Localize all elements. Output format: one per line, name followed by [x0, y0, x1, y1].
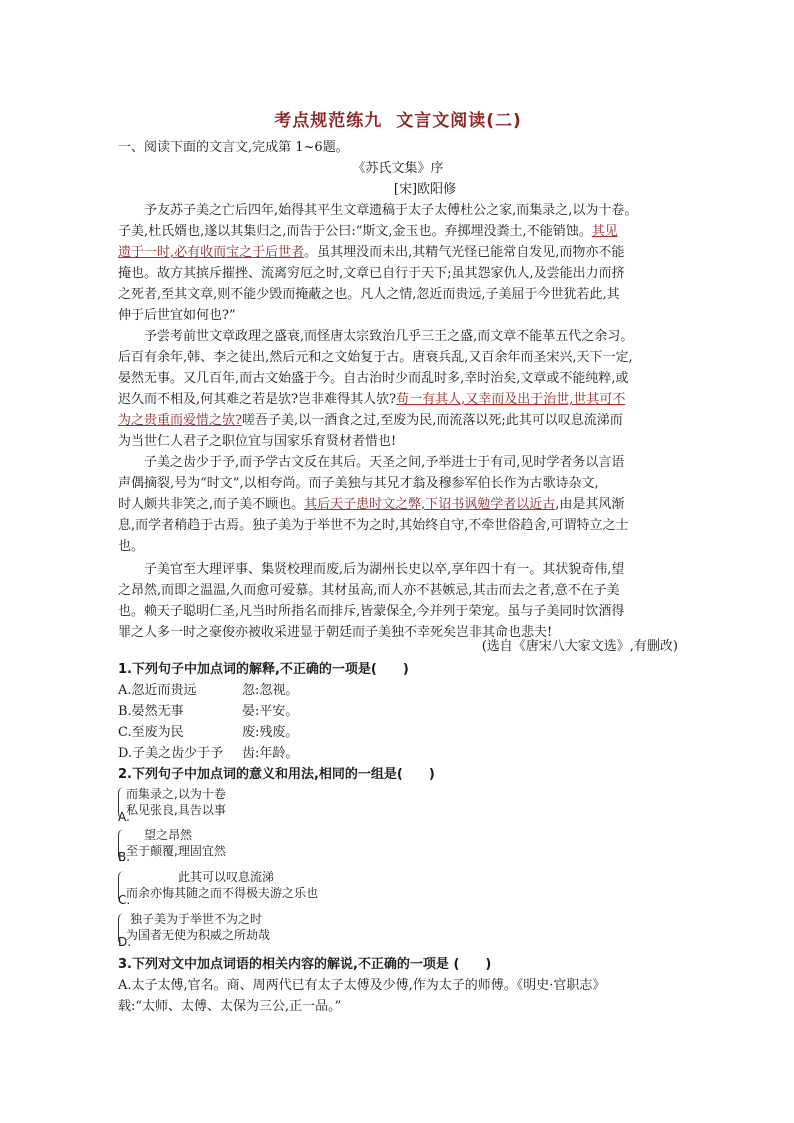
q1-option-a: [118, 681, 298, 701]
q3-stem-text: 3.下列对文中加点词语的相关内容的解说,不正确的一项是 ( ): [118, 957, 492, 972]
page-title: [118, 106, 678, 131]
p3-line-2: 声偶摘裂,号为“时文”,以相夸尚。而子美独与其兄才翁及穆参军伯长作为古歌诗杂文,: [118, 476, 599, 491]
p1-underline: 遗于一时,必有收而宝之于后世者: [118, 245, 305, 260]
q3-stem: [118, 955, 678, 975]
p1-line-3: [118, 243, 678, 263]
q2-b-line-1: 望之昂然: [144, 828, 193, 842]
work-title: 《苏氏文集》序: [352, 161, 444, 176]
p2-line-3: 晏然无事。又几百年,而古文始盛于今。自古治时少而乱时多,幸时治矣,文章或不能纯粹,或: [118, 371, 629, 386]
q2-a-line-1: 而集录之,以为十卷: [126, 787, 226, 801]
p4-line-1: 子美官至大理评事、集贤校理而废,后为湖州长史以卒,享年四十有一。其状貌奇伟,望: [144, 562, 625, 577]
q1-d-val: 齿:年龄。: [242, 746, 299, 761]
p3-line-1: 子美之齿少于予,而予学古文反在其后。天圣之间,予举进士于有司,见时学者务以言语: [144, 455, 625, 470]
q1-b-val: 晏:平安。: [242, 704, 299, 719]
p2-underline-b: 为之贵重而爱惜之欤?: [118, 413, 242, 428]
q2-stem: [118, 765, 678, 785]
q1-c-key: C.至废为民: [118, 725, 184, 740]
q1-stem: [118, 660, 678, 680]
q2-d-letter: D.: [118, 935, 132, 949]
q1-a-val: 忽:忽视。: [242, 683, 299, 698]
p3-line-3: [118, 495, 678, 515]
q1-d-key: D.子美之齿少于予: [118, 746, 224, 761]
q2-b-line-2: 至于颠覆,理固宜然: [126, 844, 226, 858]
title-part-a: 考点规范练九: [274, 111, 383, 131]
p3-underline: 其后天子患时文之弊,下诏书讽勉学者以近古: [304, 497, 556, 512]
p1-line-2-text: 子美,杜氏婿也,遂以其集归之,而告于公曰:“斯文,金玉也。弃掷埋没粪土,不能销蚀。: [118, 224, 592, 239]
q3-option-a-line-2: 载:“太师、太傅、太保为三公,正一品。”: [118, 999, 342, 1014]
p1-line-5: 之死者,至其文章,则不能少毁而掩蔽之也。凡人之情,忽近而贵远,子美屈于今世犹若此,其: [118, 287, 620, 302]
p4-line-3: 也。赖天子聪明仁圣,凡当时所指名而排斥,皆蒙保全,今并列于荣宠。虽与子美同时饮酒得: [118, 604, 625, 619]
q2-a-letter: A.: [118, 810, 130, 824]
q1-b-key: B.晏然无事: [118, 704, 184, 719]
p2-line-6: 为当世仁人君子之职位宜与国家乐育贤材者惜也!: [118, 434, 397, 449]
p1-line-1: 予友苏子美之亡后四年,始得其平生文章遗稿于太子太傅杜公之家,而集录之,以为十卷。: [144, 203, 638, 218]
p2-line-1: 予尝考前世文章政理之盛衰,而怪唐太宗致治几乎三王之盛,而文章不能革五代之余习。: [144, 329, 634, 344]
q3-option-a-line-1: A.太子太傅,官名。商、周两代已有太子太傅及少傅,作为太子的师傅。《明史·官职志》: [118, 978, 606, 993]
p1-underline-start: 其见: [591, 224, 618, 239]
title-part-b: 文言文阅读(二): [396, 111, 522, 131]
p1-line-3-text: 。虽其埋没而未出,其精气光怪已能常自发见,而物亦不能: [304, 245, 625, 260]
p3-line-4: 息,而学者稍趋于古焉。独子美为于举世不为之时,其始终自守,不牵世俗趋舍,可谓特立之士: [118, 518, 629, 533]
p1-line-2: [118, 222, 678, 242]
q1-a-key: A.忽近而贵远: [118, 683, 197, 698]
p2-line-5-text: 嗟吾子美,以一酒食之过,至废为民,而流落以死;此其可以叹息流涕而: [241, 413, 623, 428]
p2-line-5: [118, 411, 678, 431]
q2-a-line-2: 私见张良,具告以事: [126, 803, 226, 817]
p2-line-4: [118, 390, 678, 410]
p2-line-4-text: 迟久而不相及,何其难之若是欤?岂非难得其人欤?: [118, 392, 397, 407]
q1-c-val: 废:残废。: [242, 725, 299, 740]
q1-option-d: [118, 744, 298, 764]
q2-stem-text: 2.下列句子中加点词的意义和用法,相同的一组是( ): [118, 767, 435, 782]
q2-d-line-1: 独子美为于举世不为之时: [130, 912, 263, 926]
q1-option-b: [118, 702, 298, 722]
q2-c-line-1: 此其可以叹息流涕: [178, 870, 275, 884]
p1-line-4: 掩也。故方其摈斥摧挫、流离穷厄之时,文章已自行于天下;虽其怨家仇人,及尝能出力而挤: [118, 266, 625, 281]
p4-line-4: 罪之人多一时之豪俊亦被收采进显于朝廷而子美独不幸死矣岂非其命也悲夫!: [118, 625, 553, 640]
q2-c-letter: C.: [118, 893, 131, 907]
p3-line-3-text: 时人颇共非笑之,而子美不顾也。: [118, 497, 305, 512]
q2-c-line-2: 而余亦悔其随之而不得极夫游之乐也: [126, 886, 319, 900]
p2-underline-a: 苟一有其人,又幸而及出于治世,世其可不: [396, 392, 626, 407]
q1-option-c: [118, 723, 298, 743]
p4-line-2: 之昂然,而即之温温,久而愈可爱慕。其材虽高,而人亦不甚嫉忌,其击而去之者,意不在子美: [118, 583, 620, 598]
source-note: (选自《唐宋八大家文选》,有删改): [481, 639, 678, 654]
section-instruction: 一、阅读下面的文言文,完成第 1~6题。: [118, 140, 349, 155]
q2-b-letter: B.: [118, 850, 131, 864]
author: [宋]欧阳修: [393, 182, 457, 197]
p2-line-2: 后百有余年,韩、李之徒出,然后元和之文始复于古。唐衰兵乱,又百余年而圣宋兴,天下一定,: [118, 350, 633, 365]
p1-line-6: 伸于后世宜如何也?”: [118, 308, 236, 323]
q2-d-line-2: 为国者无使为积威之所劫哉: [126, 928, 271, 942]
p3-line-3-tail: ,由是其风渐: [555, 497, 625, 512]
q1-stem-text: 1.下列句子中加点词的解释,不正确的一项是( ): [118, 662, 409, 677]
p3-line-5: 也。: [118, 539, 145, 554]
